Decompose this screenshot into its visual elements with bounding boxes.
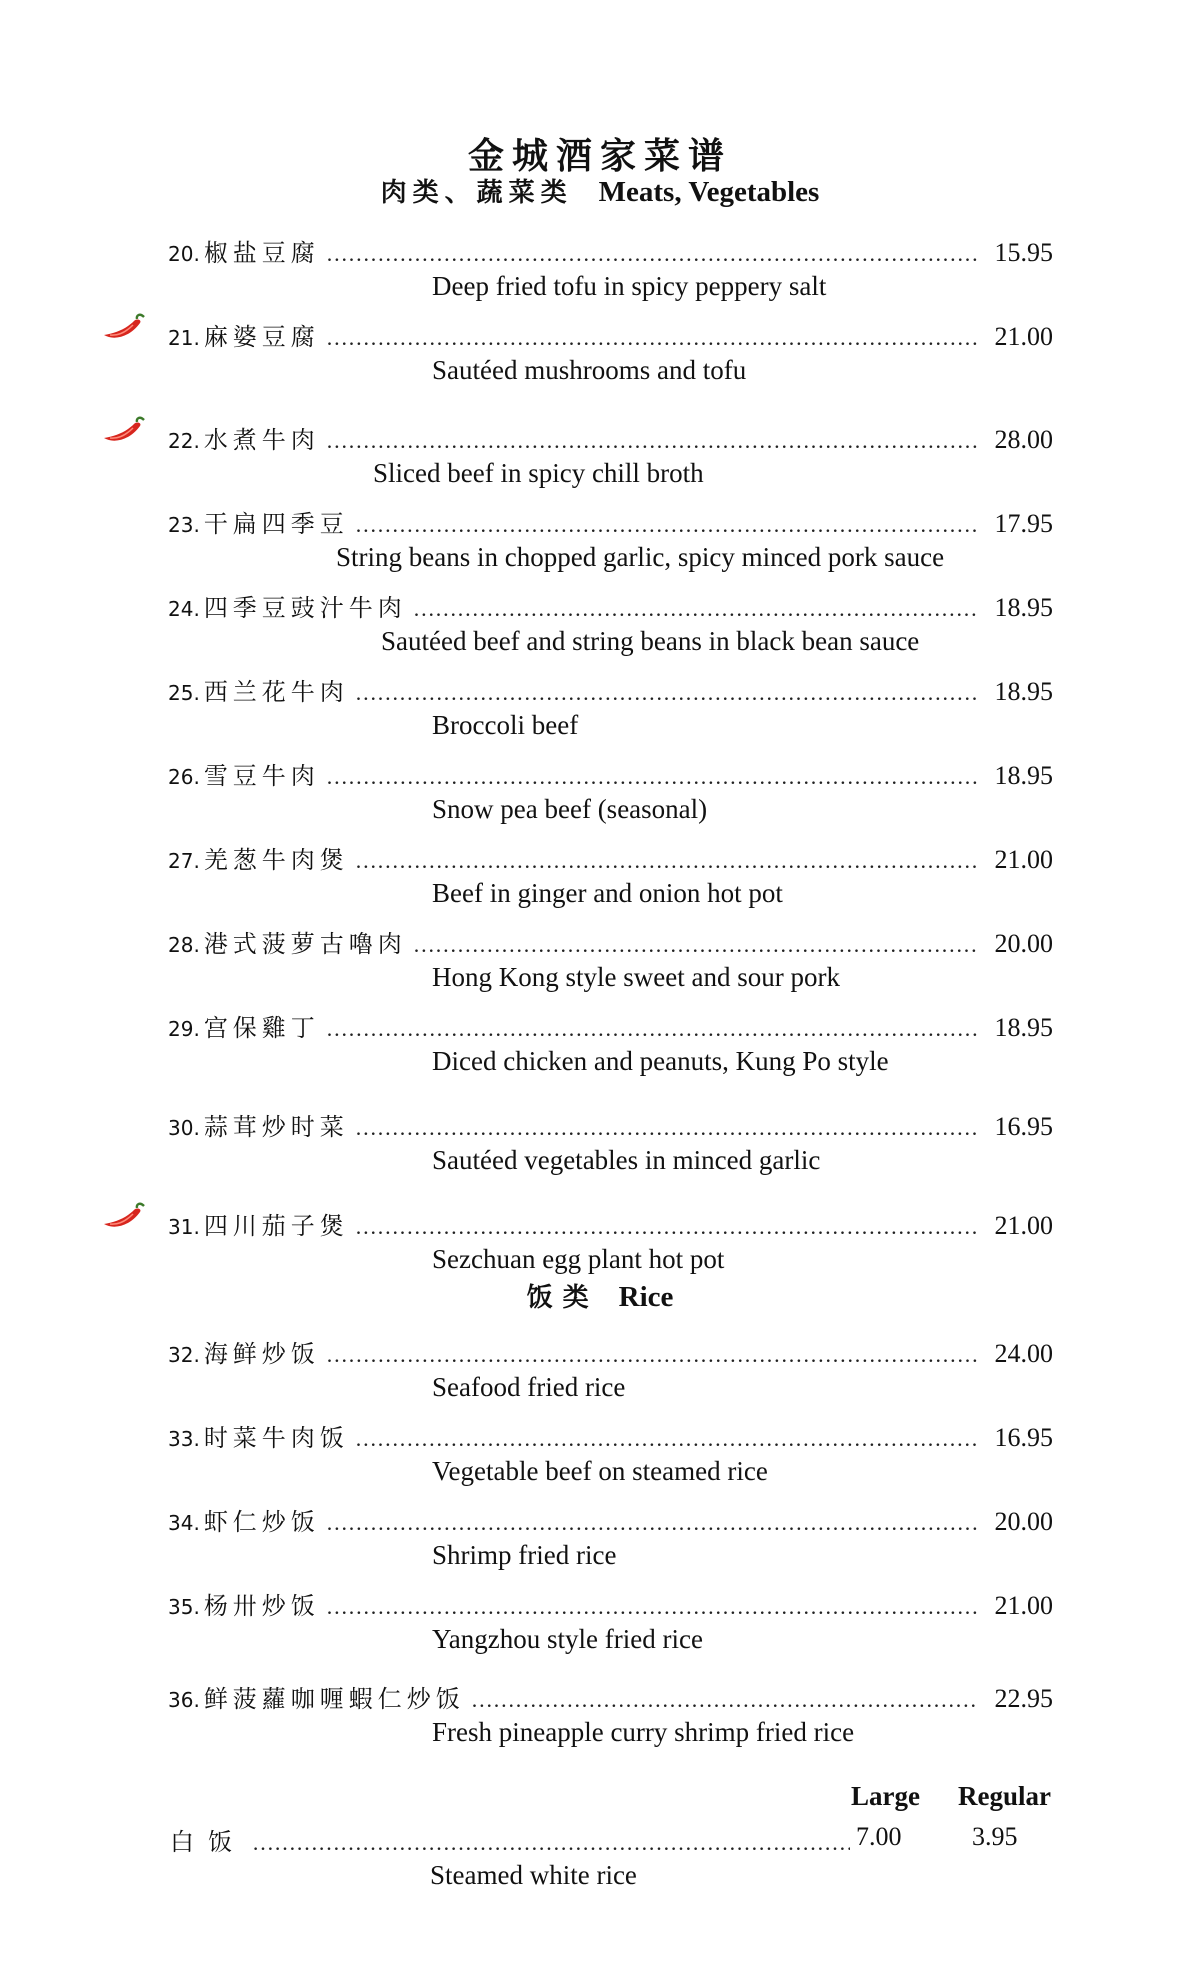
item-number: 36.	[168, 1688, 200, 1712]
menu-item-line	[168, 1679, 1053, 1713]
item-description: Steamed white rice	[430, 1860, 637, 1890]
menu-item-line	[168, 1107, 1053, 1141]
item-price: 24.00	[994, 1339, 1053, 1368]
item-number: 27.	[168, 849, 200, 873]
item-price: 16.95	[994, 1423, 1053, 1452]
dot-leader	[355, 848, 977, 874]
menu-item-line	[168, 588, 1053, 622]
item-name-cn: 海鲜炒饭	[203, 1340, 320, 1368]
item-description: Diced chicken and peanuts, Kung Po style	[432, 1046, 889, 1076]
item-price: 16.95	[994, 1112, 1053, 1141]
menu-item-line	[168, 840, 1053, 874]
item-name-cn: 西兰花牛肉	[203, 678, 349, 706]
menu-item	[0, 420, 1200, 490]
item-name-cn: 虾仁炒饭	[203, 1508, 320, 1536]
item-number: 31.	[168, 1215, 200, 1239]
dot-leader	[326, 325, 977, 351]
menu-item-line	[168, 1502, 1053, 1536]
chili-pepper-icon	[100, 1200, 150, 1234]
dot-leader	[252, 1830, 850, 1856]
section-heading-meats-vegetables	[0, 172, 1200, 209]
item-number: 30.	[168, 1116, 200, 1140]
item-description: String beans in chopped garlic, spicy minced pork sauce	[336, 542, 945, 572]
menu-item	[0, 1008, 1200, 1078]
item-name-cn: 港式菠萝古嚕肉	[203, 930, 407, 958]
dot-leader	[326, 1342, 977, 1368]
item-description: Fresh pineapple curry shrimp fried rice	[432, 1717, 855, 1747]
item-name-cn: 羌葱牛肉煲	[203, 846, 349, 874]
menu-item	[0, 1679, 1200, 1749]
item-description: Deep fried tofu in spicy peppery salt	[432, 271, 827, 301]
menu-item	[0, 1418, 1200, 1488]
item-price: 15.95	[994, 238, 1053, 267]
menu-item	[0, 1206, 1200, 1276]
item-number: 33.	[168, 1427, 200, 1451]
menu-item	[0, 504, 1200, 574]
item-number: 20.	[168, 242, 200, 266]
menu-item-line	[168, 756, 1053, 790]
menu-title: 金城酒家菜谱	[467, 135, 732, 177]
item-price: 21.00	[994, 1211, 1053, 1240]
item-description: Beef in ginger and onion hot pot	[432, 878, 783, 908]
menu-item-line	[168, 1586, 1053, 1620]
menu-item	[0, 233, 1200, 303]
menu-item	[0, 588, 1200, 658]
menu-item-line	[168, 233, 1053, 267]
item-name-cn: 水煮牛肉	[203, 426, 320, 454]
menu-item	[0, 756, 1200, 826]
dot-leader	[326, 1016, 977, 1042]
item-description: Snow pea beef (seasonal)	[432, 794, 708, 824]
menu-item	[0, 672, 1200, 742]
section-heading-en: Rice	[618, 1281, 674, 1313]
item-number: 25.	[168, 681, 200, 705]
dot-leader	[355, 512, 977, 538]
item-price: 18.95	[994, 1013, 1053, 1042]
menu-item-line	[168, 1418, 1053, 1452]
menu-item	[0, 317, 1200, 387]
item-price: 20.00	[994, 1507, 1053, 1536]
item-description: Sezchuan egg plant hot pot	[432, 1244, 725, 1274]
item-name-cn: 白饭	[170, 1828, 246, 1856]
dot-leader	[413, 932, 977, 958]
dot-leader	[326, 1594, 977, 1620]
dot-leader	[355, 1426, 977, 1452]
item-number: 22.	[168, 429, 200, 453]
item-price: 22.95	[994, 1684, 1053, 1713]
menu-item-line	[168, 672, 1053, 706]
item-description: Hong Kong style sweet and sour pork	[432, 962, 840, 992]
menu-item-line	[168, 420, 1053, 454]
item-price: 28.00	[994, 425, 1053, 454]
menu-item	[0, 1107, 1200, 1177]
menu-item	[0, 1502, 1200, 1572]
item-number: 32.	[168, 1343, 200, 1367]
item-description: Sautéed beef and string beans in black bean sauce	[381, 626, 920, 656]
section-heading-cn: 饭类	[526, 1283, 599, 1313]
menu-item-line	[168, 317, 1053, 351]
item-name-cn: 蒜茸炒时菜	[203, 1113, 349, 1141]
item-name-cn: 宫保雞丁	[203, 1014, 320, 1042]
item-price: 21.00	[994, 845, 1053, 874]
item-description: Shrimp fried rice	[432, 1540, 617, 1570]
dot-leader	[413, 596, 977, 622]
menu-item	[0, 1586, 1200, 1656]
menu-item-line	[168, 924, 1053, 958]
item-name-cn: 杨卅炒饭	[203, 1592, 320, 1620]
size-header-regular: Regular	[958, 1781, 1051, 1811]
item-price: 21.00	[994, 322, 1053, 351]
price-large: 7.00	[856, 1822, 902, 1851]
item-price: 18.95	[994, 761, 1053, 790]
item-description: Seafood fried rice	[432, 1372, 626, 1402]
item-price: 18.95	[994, 593, 1053, 622]
section-heading-rice	[0, 1277, 1200, 1314]
dot-leader	[326, 1510, 977, 1536]
item-name-cn: 干扁四季豆	[203, 510, 349, 538]
price-regular: 3.95	[972, 1822, 1018, 1851]
chili-pepper-icon	[100, 311, 150, 345]
dot-leader	[355, 1115, 977, 1141]
section-heading-en: Meats, Vegetables	[598, 176, 820, 208]
item-number: 21.	[168, 326, 200, 350]
item-price: 17.95	[994, 509, 1053, 538]
menu-item	[0, 924, 1200, 994]
item-description: Yangzhou style fried rice	[432, 1624, 703, 1654]
menu-item-line	[168, 504, 1053, 538]
dot-leader	[471, 1687, 977, 1713]
dot-leader	[355, 1214, 977, 1240]
item-name-cn: 麻婆豆腐	[203, 323, 320, 351]
item-name-cn: 椒盐豆腐	[203, 239, 320, 267]
dot-leader	[326, 764, 977, 790]
item-description: Sautéed mushrooms and tofu	[432, 355, 747, 385]
item-name-cn: 雪豆牛肉	[203, 762, 320, 790]
dot-leader	[355, 680, 977, 706]
menu-item	[0, 840, 1200, 910]
menu-item-line	[168, 1008, 1053, 1042]
item-price: 21.00	[994, 1591, 1053, 1620]
item-number: 28.	[168, 933, 200, 957]
white-rice-line	[168, 1822, 1053, 1856]
item-name-cn: 鲜菠蘿咖喱蝦仁炒饭	[203, 1685, 465, 1713]
item-description: Sliced beef in spicy chill broth	[373, 458, 704, 488]
item-description: Vegetable beef on steamed rice	[432, 1456, 768, 1486]
item-number: 35.	[168, 1595, 200, 1619]
item-number: 23.	[168, 513, 200, 537]
item-price: 20.00	[994, 929, 1053, 958]
item-name-cn: 四季豆豉汁牛肉	[203, 594, 407, 622]
dot-leader	[326, 428, 977, 454]
menu-item-line	[168, 1206, 1053, 1240]
menu-item	[0, 1334, 1200, 1404]
chili-pepper-icon	[100, 414, 150, 448]
item-description: Sautéed vegetables in minced garlic	[432, 1145, 821, 1175]
item-price: 18.95	[994, 677, 1053, 706]
item-description: Broccoli beef	[432, 710, 579, 740]
item-number: 24.	[168, 597, 200, 621]
item-name-cn: 时菜牛肉饭	[203, 1424, 349, 1452]
menu-item-line	[168, 1334, 1053, 1368]
item-number: 26.	[168, 765, 200, 789]
item-number: 29.	[168, 1017, 200, 1041]
item-number: 34.	[168, 1511, 200, 1535]
item-name-cn: 四川茄子煲	[203, 1212, 349, 1240]
size-header-large: Large	[851, 1781, 920, 1811]
section-heading-cn: 肉类、蔬菜类	[380, 178, 573, 208]
dot-leader	[326, 241, 977, 267]
